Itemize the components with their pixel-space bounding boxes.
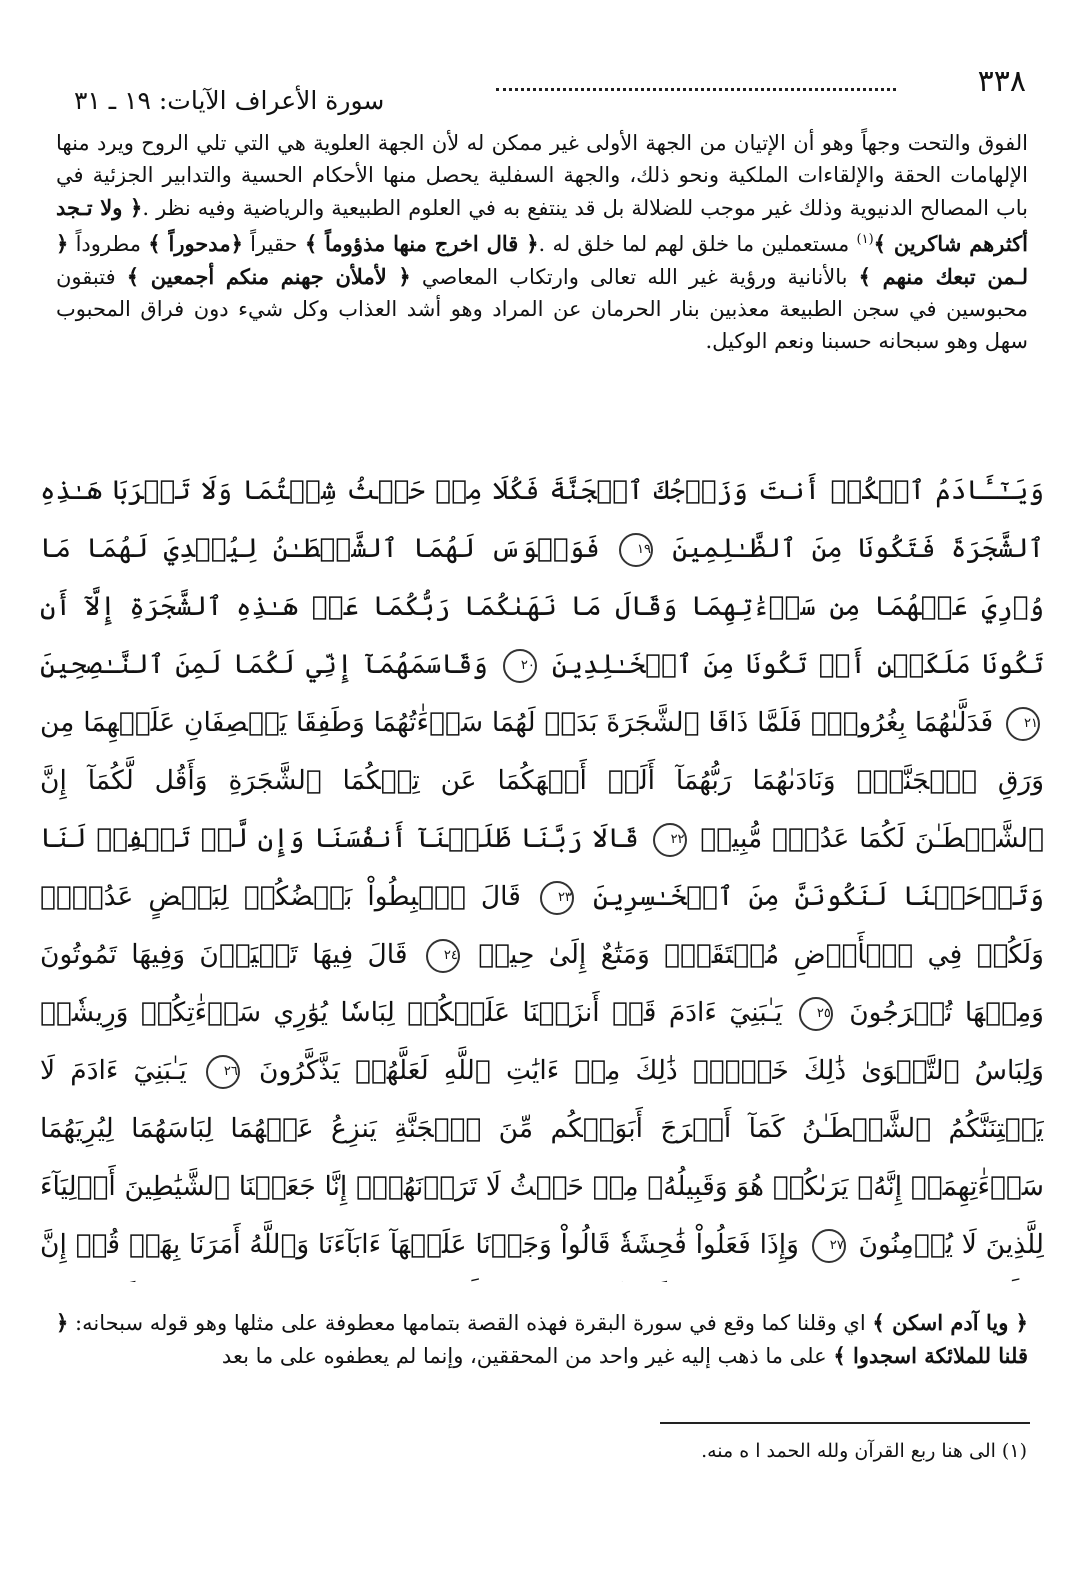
commentary-paragraph-top bbox=[56, 128, 1028, 448]
ayah-text: فَدَلَّىٰهُمَا بِغُرُورٖۚ فَلَمَّا ذَاقَا ٱلشَّجَرَةَ بَدَتۡ لَهُمَا سَوۡءَٰتُهُمَا وَطَفِقَا يَخۡصِفَانِ عَلَيۡهِمَا مِن وَرَقِ ٱلۡجَنَّةِۖ وَنَادَىٰهُمَا رَبُّهُمَآ أَلَمۡ أَنۡهَكُمَا عَن تِلۡكُمَا ٱلشَّجَرَةِ وَأَقُل لَّكُمَآ إِنَّ ٱلشَّيۡطَـٰنَ لَكُمَا عَدُوّٞ مُّبِينٞ bbox=[40, 707, 1044, 854]
ayah-number-marker: ٢٥ bbox=[799, 997, 833, 1031]
commentary-text: حقيراً bbox=[242, 232, 305, 257]
commentary-text: بالأنانية ورؤية غير الله تعالى وارتكاب المعاصي bbox=[410, 265, 859, 290]
ayah-text: فَوَسۡوَسَ لَهُمَا ٱلشَّيۡطَـٰنُ لِيُبۡدِيَ لَهُمَا مَا وُۥرِيَ عَنۡهُمَا مِن سَوۡءَٰتِهِمَا وَقَالَ مَا نَهَىٰكُمَا رَبُّكُمَا عَنۡ هَـٰذِهِ ٱلشَّجَرَةِ إِلَّآ أَن تَكُونَا مَلَكَيۡنِ أَوۡ تَكُونَا مِنَ ٱلۡخَـٰلِدِينَ bbox=[40, 533, 1044, 680]
commentary-paragraph-bottom bbox=[56, 1307, 1028, 1381]
running-header bbox=[56, 62, 1026, 118]
ayah-text: يَـٰبَنِيٓ ءَادَمَ لَا يَفۡتِنَنَّكُمُ ٱلشَّيۡطَـٰنُ كَمَآ أَخۡرَجَ أَبَوَيۡكُم مِّنَ ٱلۡجَنَّةِ يَنزِعُ عَنۡهُمَا لِبَاسَهُمَا لِيُرِيَهُمَا سَوۡءَٰتِهِمَآۚ إِنَّهُۥ يَرَىٰكُمۡ هُوَ وَقَبِيلُهُۥ مِنۡ حَيۡثُ لَا تَرَوۡنَهُمۡۚ إِنَّا جَعَلۡنَا ٱلشَّيَٰطِينَ أَوۡلِيَآءَ لِلَّذِينَ لَا يُؤۡمِنُونَ bbox=[40, 1055, 1044, 1260]
ayah-text: وَيَـٰٓـَٔادَمُ ٱسۡكُنۡ أَنتَ وَزَوۡجُكَ ٱلۡجَنَّةَ فَكُلَا مِنۡ حَيۡثُ شِئۡتُمَا وَلَا تَقۡرَبَا هَـٰذِهِ ٱلشَّجَرَةَ فَتَكُونَا مِنَ ٱلظَّـٰلِمِينَ bbox=[40, 475, 1044, 564]
ayah-text: قَالَ فِيهَا تَحۡيَوۡنَ وَفِيهَا تَمُوتُونَ وَمِنۡهَا تُخۡرَجُونَ bbox=[40, 939, 1044, 1028]
ayah-text: وَقَاسَمَهُمَآ إِنِّي لَكُمَا لَمِنَ ٱلنَّـٰصِحِينَ bbox=[40, 649, 488, 680]
header-dotted-leader bbox=[496, 88, 896, 91]
quoted-verse: ﴿ لـمن تبعك منهم ﴾ bbox=[56, 231, 1028, 290]
quran-verses-block bbox=[40, 462, 1044, 1282]
surah-title: سورة الأعراف الآيات: ١٩ ـ ٣١ bbox=[74, 86, 385, 115]
ayah-number-marker: ٢٦ bbox=[206, 1055, 240, 1089]
ayah-text: قَالَا رَبَّنَا ظَلَمۡنَآ أَنفُسَنَا وَإِن لَّمۡ تَغۡفِرۡ لَنَا وَتَرۡحَمۡنَا لَنَكُونَنَّ مِنَ ٱلۡخَـٰسِرِينَ bbox=[40, 823, 1044, 912]
ayah-text: يَـٰبَنِيٓ ءَادَمَ قَدۡ أَنزَلۡنَا عَلَيۡكُمۡ لِبَاسٗا يُوَٰرِي سَوۡءَٰتِكُمۡ وَرِيشٗاۖ وَلِبَاسُ ٱلتَّقۡوَىٰ ذَٰلِكَ خَيۡرٞۚ ذَٰلِكَ مِنۡ ءَايَٰتِ ٱللَّهِ لَعَلَّهُمۡ يَذَّكَّرُونَ bbox=[40, 997, 1044, 1086]
page-number: ٣٣٨ bbox=[977, 64, 1026, 99]
ayah-number-marker: ٢٠ bbox=[503, 649, 537, 683]
footnote: (١) الى هنا ربع القرآن ولله الحمد ا ه منه. bbox=[701, 1440, 1027, 1462]
ayah-number-marker: ٢٢ bbox=[653, 823, 687, 857]
footnote-divider bbox=[660, 1422, 1030, 1424]
commentary-text: الفوق والتحت وجهاً وهو أن الإتيان من الجهة الأولى غير ممكن له لأن الجهة العلوية هي التي تلي الروح ويرد منها الإلهامات الحقة والإلقاءات الملكية ونحو ذلك، والجهة السفلية يحصل منها الأحكام الحسية والتدابير الجزئية في باب المصالح الدنيوية وذلك غير موجب للضلالة بل قد ينتفع به في العلوم الطبيعية والرياضية وفيه نظر . bbox=[56, 131, 1028, 220]
commentary-text: فتبقون محبوسين في سجن الطبيعة معذبين بنار الحرمان عن المراد وهو أشد العذاب وكل شيء دون فراق المحبوب سهل وهو سبحانه حسبنا ونعم الوكيل. bbox=[56, 265, 1028, 353]
commentary-text: مطروداً bbox=[68, 232, 149, 257]
ayah-number-marker: ٢١ bbox=[1006, 707, 1040, 741]
commentary-text: مستعملين ما خلق لهم لما خلق له . bbox=[538, 232, 857, 257]
ayah-number-marker: ٢٧ bbox=[812, 1229, 846, 1263]
quoted-verse: ﴿ لأملأن جهنم منكم أجمعين ﴾ bbox=[126, 264, 411, 290]
quoted-verse: ﴿ قلنا للملائكة اسجدوا ﴾ bbox=[56, 1310, 1028, 1368]
footnote-reference: (١) bbox=[856, 232, 874, 248]
ayah-number-marker: ١٩ bbox=[619, 533, 653, 567]
quoted-verse: ﴿ قال اخرج منها مذؤوماً ﴾ bbox=[304, 231, 539, 257]
quoted-verse: ﴿مدحوراً ﴾ bbox=[148, 231, 243, 257]
ayah-number-marker: ٢٣ bbox=[540, 881, 574, 915]
commentary-text: اي وقلنا كما وقع في سورة البقرة فهذه القصة بتمامها معطوفة على مثلها وهو قوله سبحانه: bbox=[68, 1311, 873, 1335]
ayah-text: قَالَ ٱهۡبِطُواْ بَعۡضُكُمۡ لِبَعۡضٍ عَدُوّٞۖ وَلَكُمۡ فِي ٱلۡأَرۡضِ مُسۡتَقَرّٞ وَمَتَٰعٌ إِلَىٰ حِينٖ bbox=[40, 881, 1044, 970]
commentary-text: على ما ذهب إليه غير واحد من المحققين، وإنما لم يعطفوه على ما بعد bbox=[221, 1343, 834, 1368]
ayah-text: وَإِذَا فَعَلُواْ فَٰحِشَةٗ قَالُواْ وَجَدۡنَا عَلَيۡهَآ ءَابَآءَنَا وَٱللَّهُ أَمَرَنَا بِهَاۗ قُلۡ إِنَّ bbox=[40, 1229, 799, 1260]
quoted-verse: ﴿ ويا آدم اسكن ﴾ bbox=[872, 1310, 1028, 1335]
quoted-verse: ﴿ ولا تـجد أكثرهم شاكرين ﴾ bbox=[56, 194, 1028, 257]
ayah-number-marker: ٢٤ bbox=[426, 939, 460, 973]
